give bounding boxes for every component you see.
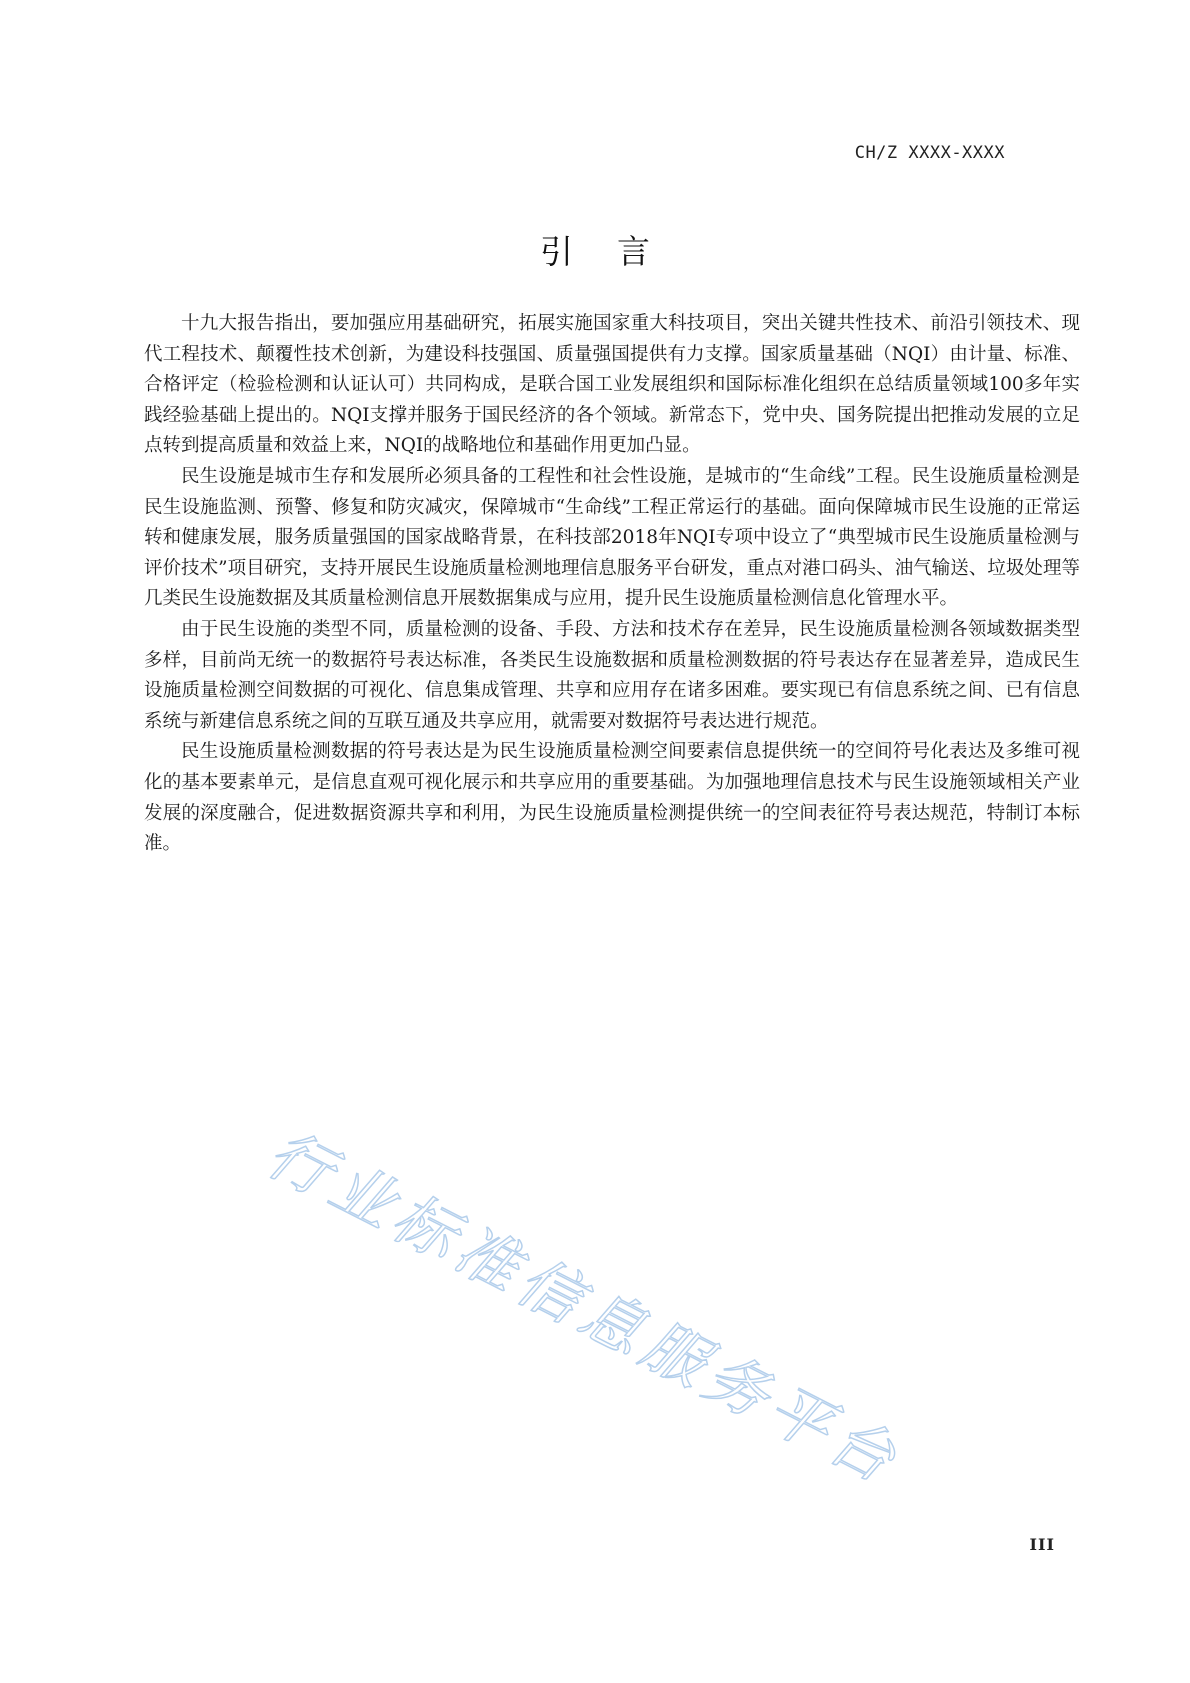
paragraph-4: 民生设施质量检测数据的符号表达是为民生设施质量检测空间要素信息提供统一的空间符号化表达及多维可视化的基本要素单元，是信息直观可视化展示和共享应用的重要基础。为加强地理信息技术与民生设施领域相关产业发展的深度融合，促进数据资源共享和利用，为民生设施质量检测提供统一的空间表征符号表达规范，特制订本标准。 bbox=[144, 741, 1080, 855]
watermark: 行业标准信息服务平台 bbox=[256, 1116, 914, 1500]
document-code: CH/Z XXXX-XXXX bbox=[854, 143, 1005, 163]
paragraph-3: 由于民生设施的类型不同，质量检测的设备、手段、方法和技术存在差异，民生设施质量检测各领域数据类型多样，目前尚无统一的数据符号表达标准，各类民生设施数据和质量检测数据的符号表达存在显著差异，造成民生设施质量检测空间数据的可视化、信息集成管理、共享和应用存在诸多困难。要实现已有信息系统之间、已有信息系统与新建信息系统之间的互联互通及共享应用，就需要对数据符号表达进行规范。 bbox=[144, 618, 1080, 732]
paragraph-1: 十九大报告指出，要加强应用基础研究，拓展实施国家重大科技项目，突出关键共性技术、前沿引领技术、现代工程技术、颠覆性技术创新，为建设科技强国、质量强国提供有力支撑。国家质量基础（NQI）由计量、标准、合格评定（检验检测和认证认可）共同构成，是联合国工业发展组织和国际标准化组织在总结质量领域100多年实践经验基础上提出的。NQI支撑并服务于国民经济的各个领域。新常态下，党中央、国务院提出把推动发展的立足点转到提高质量和效益上来，NQI的战略地位和基础作用更加凸显。 bbox=[144, 313, 1080, 457]
page-number: III bbox=[1029, 1535, 1055, 1554]
paragraph-2: 民生设施是城市生存和发展所必须具备的工程性和社会性设施，是城市的“生命线”工程。民生设施质量检测是民生设施监测、预警、修复和防灾减灾，保障城市“生命线”工程正常运行的基础。面向保障城市民生设施的正常运转和健康发展，服务质量强国的国家战略背景，在科技部2018年NQI专项中设立了“典型城市民生设施质量检测与评价技术”项目研究，支持开展民生设施质量检测地理信息服务平台研发，重点对港口码头、油气输送、垃圾处理等几类民生设施数据及其质量检测信息开展数据集成与应用，提升民生设施质量检测信息化管理水平。 bbox=[144, 465, 1080, 610]
body-text bbox=[144, 309, 1080, 860]
page-title: 引言 bbox=[540, 232, 694, 271]
